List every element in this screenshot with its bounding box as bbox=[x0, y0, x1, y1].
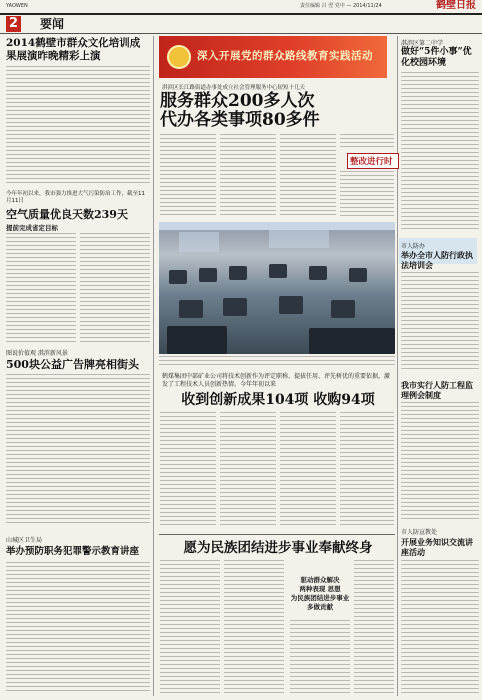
photo-caption bbox=[159, 356, 395, 368]
left-story2-body-b bbox=[80, 233, 150, 343]
news-photo bbox=[159, 222, 395, 354]
left-story2-subtitle: 提前完成省定目标 bbox=[6, 224, 58, 232]
left-story1-title: 2014鹤壁市群众文化培训成果展演昨晚精彩上演 bbox=[6, 37, 141, 62]
mining-body-c bbox=[280, 412, 336, 528]
left-story2-body-a bbox=[6, 233, 76, 343]
left-story2-title: 空气质量优良天数239天 bbox=[6, 208, 128, 221]
right-story4-body bbox=[401, 560, 479, 694]
lead-story-body-b bbox=[220, 134, 276, 218]
lead-story-title-2: 代办各类事项80多件 bbox=[160, 110, 320, 130]
lead-story-body-e bbox=[340, 171, 394, 218]
right-story4-title: 开展业务知识交流讲座活动 bbox=[401, 537, 473, 557]
left-story3-title: 500块公益广告牌亮相街头 bbox=[6, 358, 139, 371]
section-name: 要闻 bbox=[40, 17, 65, 31]
left-story4-kicker: 山城区卫生局 bbox=[6, 537, 43, 544]
left-story2-kicker: 今年年初以来，我市强力推进大气污染防治工作，截至11月11日 bbox=[6, 191, 146, 204]
right-story3-body bbox=[401, 402, 479, 520]
lead-story-title-1: 服务群众200多人次 bbox=[160, 91, 315, 111]
unity-story-title: 愿为民族团结进步事业奉献终身 bbox=[183, 540, 373, 556]
left-story4-body bbox=[6, 562, 150, 694]
section-rule bbox=[0, 33, 482, 34]
left-story3-body bbox=[6, 374, 150, 524]
left-story3-kicker: 图说价值观 淇滨新风景 bbox=[6, 350, 68, 357]
mining-body-a bbox=[160, 412, 216, 528]
lead-story-body-d bbox=[340, 134, 394, 150]
right-story1-kicker: 淇滨区第二中学 bbox=[401, 40, 444, 47]
header-left-label: YAOWEN bbox=[6, 3, 28, 9]
mining-body-d bbox=[340, 412, 394, 528]
mining-body-b bbox=[220, 412, 276, 528]
mining-story-title: 收到创新成果104项 收购94项 bbox=[181, 392, 375, 408]
lead-story-kicker: 淇滨区长江路街道办事处成立社会管理服务中心短短十几天 bbox=[162, 85, 306, 91]
party-emblem-icon bbox=[167, 45, 191, 69]
right-story2-kicker: 市人防办 bbox=[401, 243, 426, 250]
mining-story-kicker: 鹤煤集团中部矿业公司将技术创新作为评定职称、提拔任用、评先树优的重要依据，激发了工程技术人员创新热情。今年年初以来 bbox=[162, 373, 391, 388]
campaign-banner: 深入开展党的群众路线教育实践活动 bbox=[159, 36, 387, 78]
right-story2-title: 举办全市人防行政执法培训会 bbox=[401, 250, 473, 270]
right-story1-body bbox=[401, 72, 479, 232]
right-story1-title: 做好“5件小事”优化校园环境 bbox=[401, 47, 472, 68]
lead-story-body-c bbox=[280, 134, 336, 218]
right-story2-body bbox=[401, 272, 479, 372]
column-divider-left bbox=[153, 36, 154, 696]
right-story3-title: 我市实行人防工程监理例会制度 bbox=[401, 380, 473, 400]
newspaper-brand: 鹤壁日报 bbox=[436, 0, 476, 11]
center-rule bbox=[159, 534, 395, 535]
unity-pull-quote: 驱动群众解决 两种表现 思想 为民族团结进步事业 多做贡献 bbox=[290, 576, 350, 611]
header-date-line: 责任编辑 吕 翌 党中 — 2014/11/24 bbox=[300, 3, 382, 9]
right-story4-kicker: 市人防宣教处 bbox=[401, 529, 438, 536]
page-number: 2 bbox=[6, 16, 21, 32]
unity-body-d bbox=[354, 560, 394, 694]
unity-body-a bbox=[160, 560, 220, 694]
left-story1-body bbox=[6, 66, 150, 184]
unity-body-c bbox=[290, 620, 350, 694]
column-divider-right bbox=[397, 36, 398, 696]
lead-story-body-a bbox=[160, 134, 216, 218]
page-header bbox=[0, 0, 482, 12]
left-story4-title: 举办预防职务犯罪警示教育讲座 bbox=[6, 546, 140, 557]
header-rule bbox=[0, 13, 482, 15]
rectification-badge: 整改进行时 bbox=[347, 153, 399, 169]
unity-body-b bbox=[224, 560, 284, 694]
